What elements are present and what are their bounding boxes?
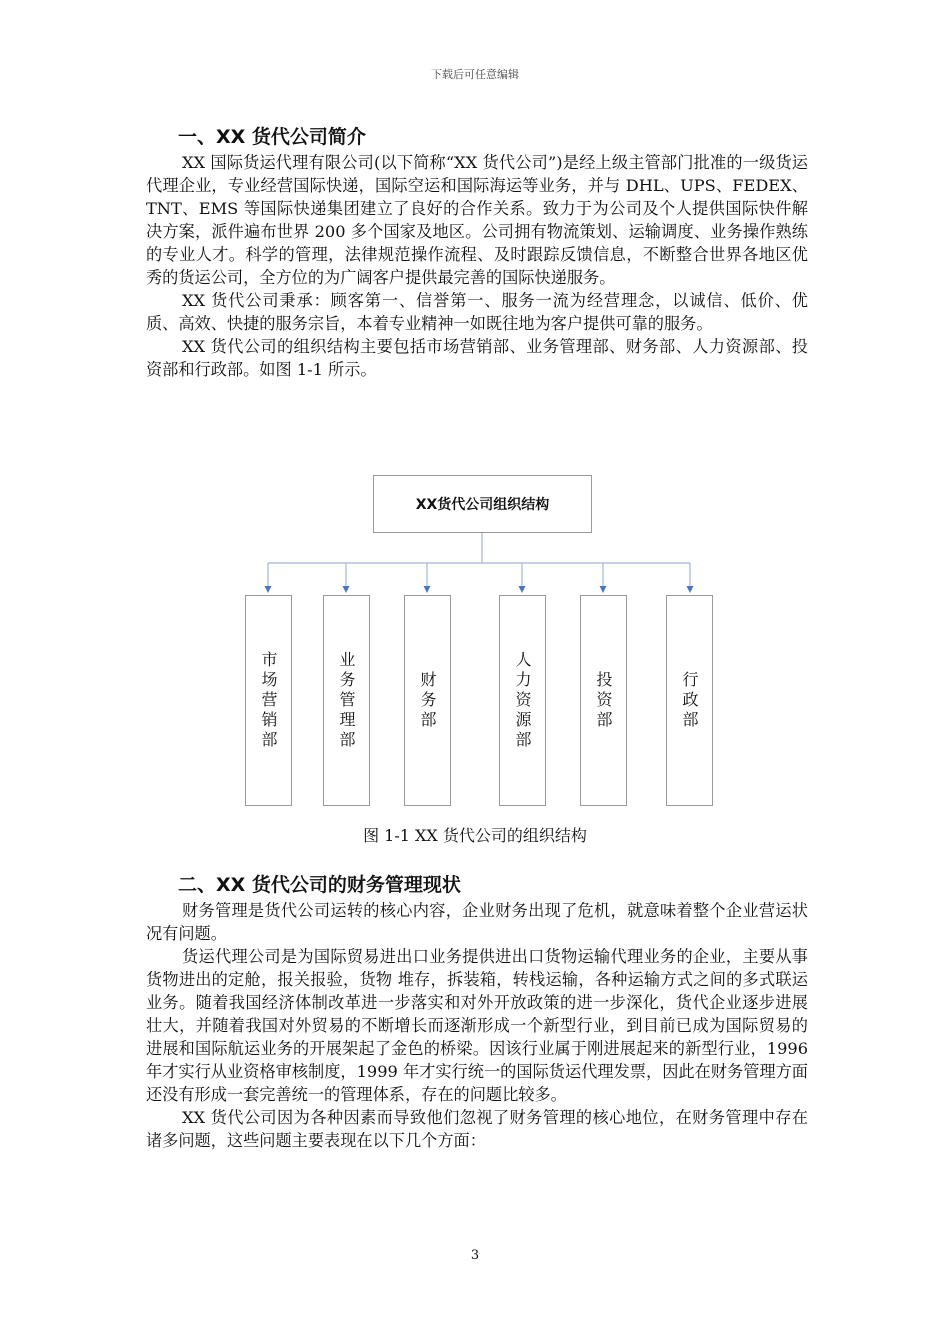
section-financial-status xyxy=(146,872,808,1152)
dept-label: 人力资源部 xyxy=(513,650,532,751)
section1-paragraph-3: XX 货代公司的组织结构主要包括市场营销部、业务管理部、财务部、人力资源部、投资部和行政部。如图 1-1 所示。 xyxy=(146,337,808,379)
page-header: 下载后可任意编辑 xyxy=(431,68,519,81)
dept-box-human-resources xyxy=(499,595,546,806)
section2-paragraph-3: XX 货代公司因为各种因素而导致他们忽视了财务管理的核心地位，在财务管理中存在诸多问题，这些问题主要表现在以下几个方面： xyxy=(146,1108,808,1150)
figure-caption: 图 1-1 XX 货代公司的组织结构 xyxy=(363,826,587,845)
page-number: 3 xyxy=(470,1248,480,1263)
dept-box-marketing xyxy=(245,595,292,806)
down-arrow-icon xyxy=(519,586,526,593)
down-arrow-icon xyxy=(600,586,607,593)
org-chart-root-label: XX货代公司组织结构 xyxy=(415,497,550,513)
down-arrow-icon xyxy=(265,586,272,593)
section2-heading: 二、XX 货代公司的财务管理现状 xyxy=(178,874,461,896)
dept-label: 业务管理部 xyxy=(337,650,356,751)
dept-box-business-management xyxy=(323,595,370,806)
dept-box-administration xyxy=(666,595,713,806)
section1-paragraph-1: XX 国际货运代理有限公司(以下简称“XX 货代公司”)是经上级主管部门批准的一级货运代理企业，专业经营国际快递，国际空运和国际海运等业务，并与 DHL、UPS、FEDEX、TNT、EMS 等国际快递集团建立了良好的合作关系。致力于为公司及个人提供国际快件解决方案，派件遍布世界 200 多个国家及地区。公司拥有物流策划、运输调度、业务操作熟练的专业人才。科学的管理，法律规范操作流程、及时跟踪反馈信息，不断整合世界各地区优秀的货运公司，全方位的为广阔客户提供最完善的国际快递服务。 xyxy=(146,153,808,287)
dept-box-investment xyxy=(580,595,627,806)
section2-paragraph-2: 货运代理公司是为国际贸易进出口业务提供进出口货物运输代理业务的企业，主要从事货物进出的定舱，报关报验，货物 堆存，拆装箱，转栈运输，各种运输方式之间的多式联运业务。随着我国经济体制改革进一步落实和对外开放政策的进一步深化，货代企业逐步进展壮大，并随着我国对外贸易的不断增长而逐渐形成一个新型行业，到目前已成为国际贸易的进展和国际航运业务的开展架起了金色的桥梁。因该行业属于刚进展起来的新型行业，1996 年才实行从业资格审核制度，1999 年才实行统一的国际货运代理发票，因此在财务管理方面还没有形成一套完善统一的管理体系，存在的问题比较多。 xyxy=(146,947,808,1104)
org-chart-root-box xyxy=(373,475,592,533)
down-arrow-icon xyxy=(424,586,431,593)
section1-heading: 一、XX 货代公司简介 xyxy=(178,126,366,148)
dept-label: 市场营销部 xyxy=(259,650,278,751)
dept-box-finance xyxy=(404,595,451,806)
down-arrow-icon xyxy=(687,586,694,593)
section2-paragraph-1: 财务管理是货代公司运转的核心内容，企业财务出现了危机，就意味着整个企业营运状况有问题。 xyxy=(146,901,808,943)
section1-paragraph-2: XX 货代公司秉承：顾客第一、信誉第一、服务一流为经营理念，以诚信、低价、优质、高效、快捷的服务宗旨，本着专业精神一如既往地为客户提供可靠的服务。 xyxy=(146,291,808,333)
dept-label: 投资部 xyxy=(594,670,613,731)
down-arrow-icon xyxy=(343,586,350,593)
dept-label: 财务部 xyxy=(418,670,437,731)
dept-label: 行政部 xyxy=(680,670,699,731)
